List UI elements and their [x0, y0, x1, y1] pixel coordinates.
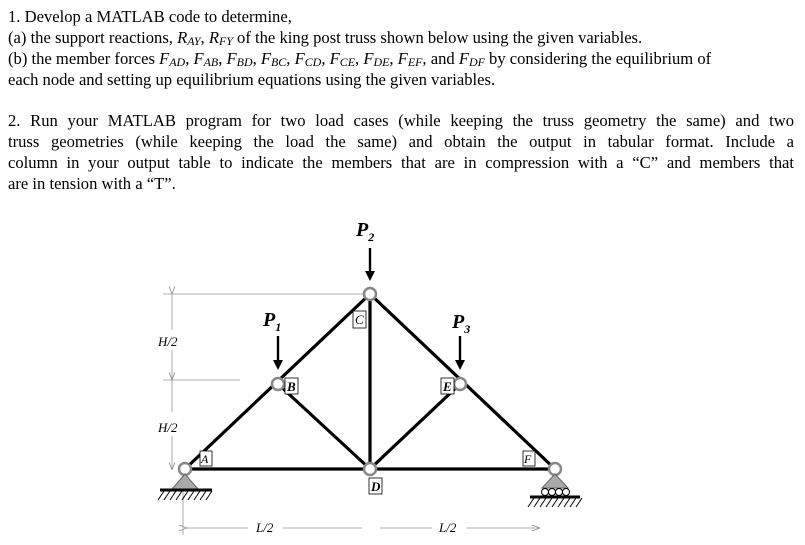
node-d-label: D	[371, 479, 381, 494]
node-c-label: C	[355, 312, 364, 327]
force-fcd: F	[294, 49, 305, 68]
force-sub: CE	[339, 54, 356, 69]
joint-e	[454, 378, 466, 390]
force-sep: ,	[218, 49, 227, 68]
load-p1-sub: 1	[275, 320, 282, 334]
force-fad: F	[159, 49, 170, 68]
q1-b-prefix: (b) the member forces	[8, 49, 160, 68]
force-sep: ,	[389, 49, 398, 68]
joint-c	[364, 288, 376, 300]
q1-a-prefix: (a) the support reactions,	[8, 28, 178, 47]
reaction-rfy: R	[208, 28, 219, 47]
reaction-rfy-sub: FY	[218, 33, 233, 48]
force-sep: ,	[185, 49, 194, 68]
reaction-ray-sub: AY	[187, 33, 201, 48]
force-sep: ,	[252, 49, 261, 68]
force-fbd: F	[226, 49, 237, 68]
q2-line-4: are in tension with a “T”.	[8, 174, 176, 193]
q1-line-4: each node and setting up equilibrium equations using the given variables.	[8, 70, 496, 89]
q2-line-1: 2. Run your MATLAB program for two load cases (while keeping the truss geometry the same) and two	[8, 111, 794, 130]
force-sub: CD	[304, 54, 322, 69]
q1-a-sep: ,	[200, 28, 209, 47]
roller-support-triangle	[542, 474, 568, 488]
force-sub: EF	[407, 54, 423, 69]
q2-line-3: column in your output table to indicate the members that are in compression with a “C” and members that	[8, 153, 794, 172]
load-p1-label	[262, 309, 281, 334]
roller-support-f	[528, 474, 582, 507]
load-p3-label	[451, 311, 470, 336]
force-fbc: F	[260, 49, 272, 68]
horizontal-dimension	[183, 470, 540, 535]
force-sep: ,	[355, 49, 364, 68]
force-fde: F	[363, 49, 374, 68]
force-sub: DE	[373, 54, 390, 69]
load-p1-letter: P	[263, 309, 276, 331]
force-sep: , and	[422, 49, 459, 68]
pin-support-a	[158, 474, 212, 500]
roller-wheels	[542, 489, 570, 496]
q1-heading: 1. Develop a MATLAB code to determine,	[8, 7, 292, 26]
force-sep: ,	[321, 49, 330, 68]
dim-h-top-label: H/2	[158, 334, 178, 349]
q1-a-suffix: of the king post truss shown below using the given variables.	[232, 28, 643, 47]
load-p3-letter: P	[452, 311, 465, 333]
joint-f	[549, 463, 561, 475]
force-fab: F	[193, 49, 204, 68]
force-sub: BC	[271, 54, 287, 69]
roller-support-hatch	[528, 498, 582, 507]
load-p3-sub: 3	[464, 322, 471, 336]
node-b-label: B	[287, 379, 296, 394]
pin-support-triangle	[172, 474, 198, 489]
joint-a	[179, 463, 191, 475]
node-e-label: E	[443, 379, 452, 394]
node-a-label: A	[201, 452, 209, 466]
dim-l-right-label: L/2	[439, 520, 457, 535]
force-sep: ,	[286, 49, 295, 68]
load-p2-sub: 2	[368, 230, 375, 244]
force-sub: AD	[169, 54, 186, 69]
member-de	[370, 384, 460, 469]
force-sub: BD	[236, 54, 253, 69]
force-sub: AB	[203, 54, 219, 69]
dim-l-left-label: L/2	[256, 520, 274, 535]
q1-b-suffix: by considering the equilibrium of	[484, 49, 712, 68]
dim-h-bottom-label: H/2	[158, 420, 178, 435]
joint-d	[364, 463, 376, 475]
force-fce: F	[329, 49, 340, 68]
load-p2-label	[355, 219, 374, 244]
reaction-ray: R	[177, 28, 188, 47]
joint-b	[272, 378, 284, 390]
load-p2-letter: P	[356, 219, 369, 241]
q2-line-2: truss geometries (while keeping the load the same) and obtain the output in tabular format. Include a	[8, 132, 794, 151]
force-fdf: F	[458, 49, 469, 68]
force-fef: F	[397, 49, 408, 68]
force-sub: DF	[468, 54, 485, 69]
node-f-label: F	[524, 452, 532, 466]
member-bd	[278, 384, 370, 469]
truss-members	[185, 294, 555, 469]
pin-support-hatch	[158, 491, 212, 500]
